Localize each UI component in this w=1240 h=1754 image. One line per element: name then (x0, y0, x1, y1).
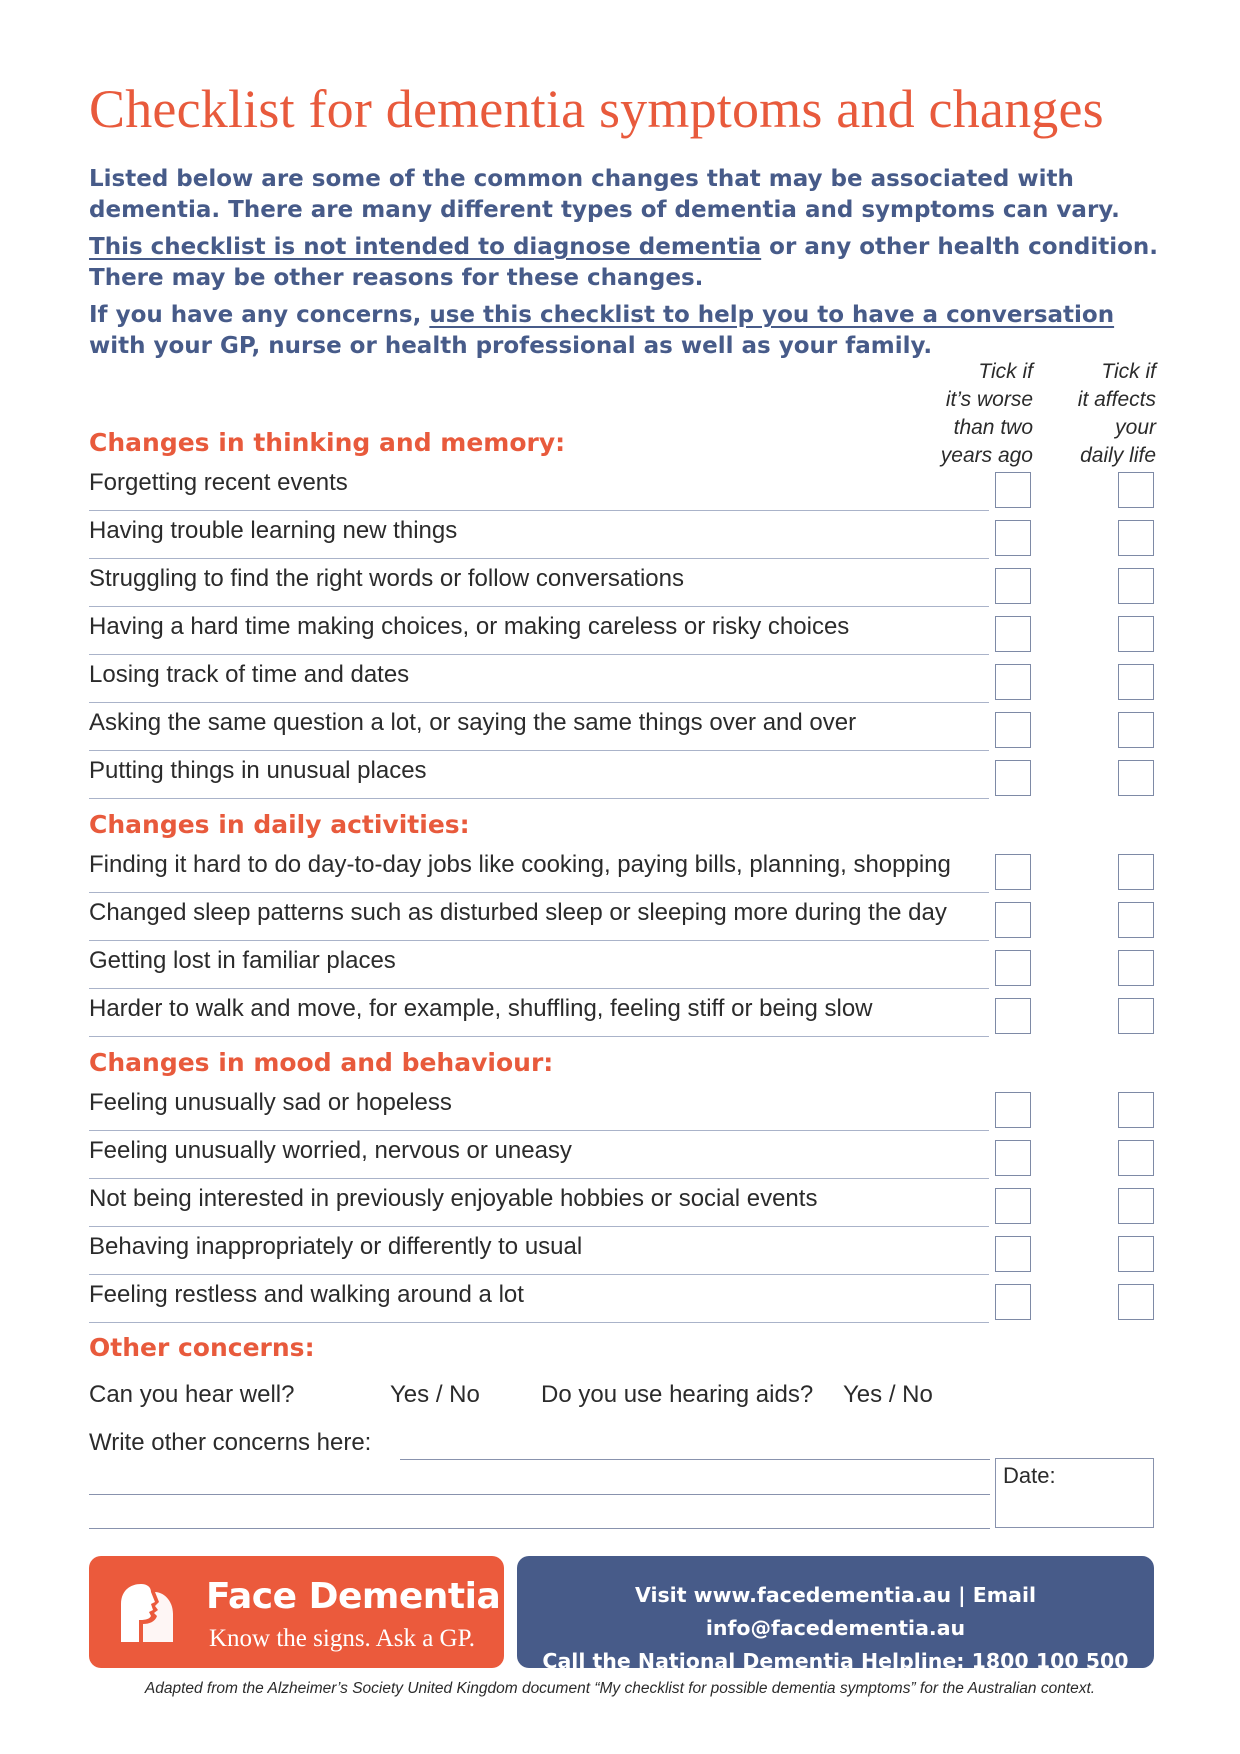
tick-box-daily-life[interactable] (1118, 1140, 1154, 1176)
checklist-row (89, 845, 989, 893)
row-label: Having a hard time making choices, or making careless or risky choices (89, 613, 850, 640)
col1-line: it’s worse (945, 388, 1033, 411)
tick-box-worse[interactable] (995, 520, 1031, 556)
intro-underlined-conversation: use this checklist to help you to have a conversation (429, 302, 1115, 328)
checklist-row (89, 941, 989, 989)
checklist-row (89, 511, 989, 559)
tick-box-worse[interactable] (995, 854, 1031, 890)
write-concerns-label: Write other concerns here: (89, 1429, 372, 1456)
intro-text (89, 164, 1159, 368)
intro-paragraph-1: Listed below are some of the common changes that may be associated with dementia. There are many different types of dementia and symptoms can vary. (89, 166, 1120, 223)
tick-box-daily-life[interactable] (1118, 760, 1154, 796)
section-heading-mood: Changes in mood and behaviour: (89, 1048, 554, 1077)
tick-box-worse[interactable] (995, 616, 1031, 652)
checklist-row (89, 1275, 989, 1323)
row-label: Having trouble learning new things (89, 517, 458, 544)
hear-question: Can you hear well? (89, 1381, 295, 1408)
hear-answer[interactable]: Yes / No (390, 1381, 480, 1408)
row-label: Feeling restless and walking around a lot (89, 1281, 524, 1308)
col1-line: Tick if (978, 360, 1033, 383)
tick-box-daily-life[interactable] (1118, 712, 1154, 748)
checklist-row (89, 751, 989, 799)
tick-box-worse[interactable] (995, 1284, 1031, 1320)
tick-box-worse[interactable] (995, 902, 1031, 938)
checklist-row (89, 463, 989, 511)
tick-box-worse[interactable] (995, 568, 1031, 604)
tick-box-worse[interactable] (995, 760, 1031, 796)
row-label: Forgetting recent events (89, 469, 348, 496)
intro-p3-rest: with your GP, nurse or health professional as well as your family. (89, 333, 933, 359)
footnote: Adapted from the Alzheimer’s Society United Kingdom document “My checklist for possible dementia symptoms” for the Australian context. (144, 1680, 1096, 1697)
tick-box-daily-life[interactable] (1118, 1284, 1154, 1320)
concerns-line[interactable] (89, 1494, 990, 1495)
brand-panel (89, 1556, 504, 1668)
col2-line: it affects (1077, 388, 1156, 411)
brand-tagline: Know the signs. Ask a GP. (209, 1625, 475, 1652)
col2-line: Tick if (1101, 360, 1156, 383)
tick-box-worse[interactable] (995, 998, 1031, 1034)
tick-box-daily-life[interactable] (1118, 1092, 1154, 1128)
checklist-row (89, 1131, 989, 1179)
checklist-row (89, 607, 989, 655)
intro-paragraph-2 (89, 232, 1159, 294)
row-label: Feeling unusually sad or hopeless (89, 1089, 452, 1116)
checklist-row (89, 1179, 989, 1227)
checklist-row (89, 559, 989, 607)
tick-box-daily-life[interactable] (1118, 1236, 1154, 1272)
tick-box-daily-life[interactable] (1118, 568, 1154, 604)
intro-paragraph-3 (89, 300, 1159, 362)
checklist-row (89, 1083, 989, 1131)
checklist-row (89, 893, 989, 941)
checklist-row (89, 655, 989, 703)
section-heading-other: Other concerns: (89, 1333, 315, 1362)
checklist-row (89, 989, 989, 1037)
tick-box-daily-life[interactable] (1118, 616, 1154, 652)
contact-panel (517, 1556, 1154, 1673)
tick-box-daily-life[interactable] (1118, 902, 1154, 938)
two-faces-profile-icon (111, 1580, 177, 1646)
contact-line-helpline[interactable]: Call the National Dementia Helpline: 1800 100 500 (542, 1649, 1129, 1673)
row-label: Struggling to find the right words or follow conversations (89, 565, 684, 592)
tick-box-worse[interactable] (995, 1188, 1031, 1224)
row-label: Asking the same question a lot, or saying the same things over and over (89, 709, 857, 736)
column-header-daily-life (1036, 358, 1156, 470)
tick-box-worse[interactable] (995, 664, 1031, 700)
tick-box-worse[interactable] (995, 1140, 1031, 1176)
concerns-line[interactable] (89, 1528, 990, 1529)
col2-line: your (1115, 416, 1156, 439)
tick-box-daily-life[interactable] (1118, 854, 1154, 890)
concerns-line[interactable] (400, 1459, 990, 1460)
row-label: Behaving inappropriately or differently to usual (89, 1233, 583, 1260)
date-label: Date: (1003, 1463, 1056, 1488)
tick-box-worse[interactable] (995, 472, 1031, 508)
row-label: Getting lost in familiar places (89, 947, 396, 974)
section-heading-daily: Changes in daily activities: (89, 810, 470, 839)
page-title: Checklist for dementia symptoms and changes (89, 79, 1104, 139)
row-label: Changed sleep patterns such as disturbed sleep or sleeping more during the day (89, 899, 947, 926)
checklist-row (89, 703, 989, 751)
column-header-worse (913, 358, 1033, 470)
tick-box-daily-life[interactable] (1118, 950, 1154, 986)
tick-box-daily-life[interactable] (1118, 472, 1154, 508)
brand-name: Face Dementia (206, 1576, 501, 1617)
col1-line: than two (953, 416, 1033, 439)
row-label: Putting things in unusual places (89, 757, 427, 784)
tick-box-worse[interactable] (995, 1236, 1031, 1272)
row-label: Finding it hard to do day-to-day jobs like cooking, paying bills, planning, shopping (89, 851, 951, 878)
tick-box-worse[interactable] (995, 1092, 1031, 1128)
intro-p3-start: If you have any concerns, (89, 302, 430, 328)
col2-line: daily life (1080, 444, 1156, 467)
hearing-aids-question: Do you use hearing aids? (541, 1381, 814, 1408)
tick-box-daily-life[interactable] (1118, 664, 1154, 700)
intro-underlined-diagnose: This checklist is not intended to diagnose dementia (89, 234, 762, 260)
intro-p2-rest: or any other health condition. There may be other reasons for these changes. (89, 234, 1159, 291)
date-field[interactable] (995, 1458, 1154, 1528)
hearing-aids-answer[interactable]: Yes / No (843, 1381, 933, 1408)
checklist-row (89, 1227, 989, 1275)
tick-box-daily-life[interactable] (1118, 520, 1154, 556)
tick-box-daily-life[interactable] (1118, 998, 1154, 1034)
section-heading-thinking: Changes in thinking and memory: (89, 428, 566, 457)
contact-line-web-email[interactable]: Visit www.facedementia.au | Email info@facedementia.au (634, 1583, 1037, 1640)
col1-line: years ago (940, 444, 1033, 467)
row-label: Feeling unusually worried, nervous or uneasy (89, 1137, 572, 1164)
row-label: Not being interested in previously enjoyable hobbies or social events (89, 1185, 818, 1212)
row-label: Harder to walk and move, for example, shuffling, feeling stiff or being slow (89, 995, 873, 1022)
row-label: Losing track of time and dates (89, 661, 410, 688)
tick-box-daily-life[interactable] (1118, 1188, 1154, 1224)
tick-box-worse[interactable] (995, 712, 1031, 748)
tick-box-worse[interactable] (995, 950, 1031, 986)
